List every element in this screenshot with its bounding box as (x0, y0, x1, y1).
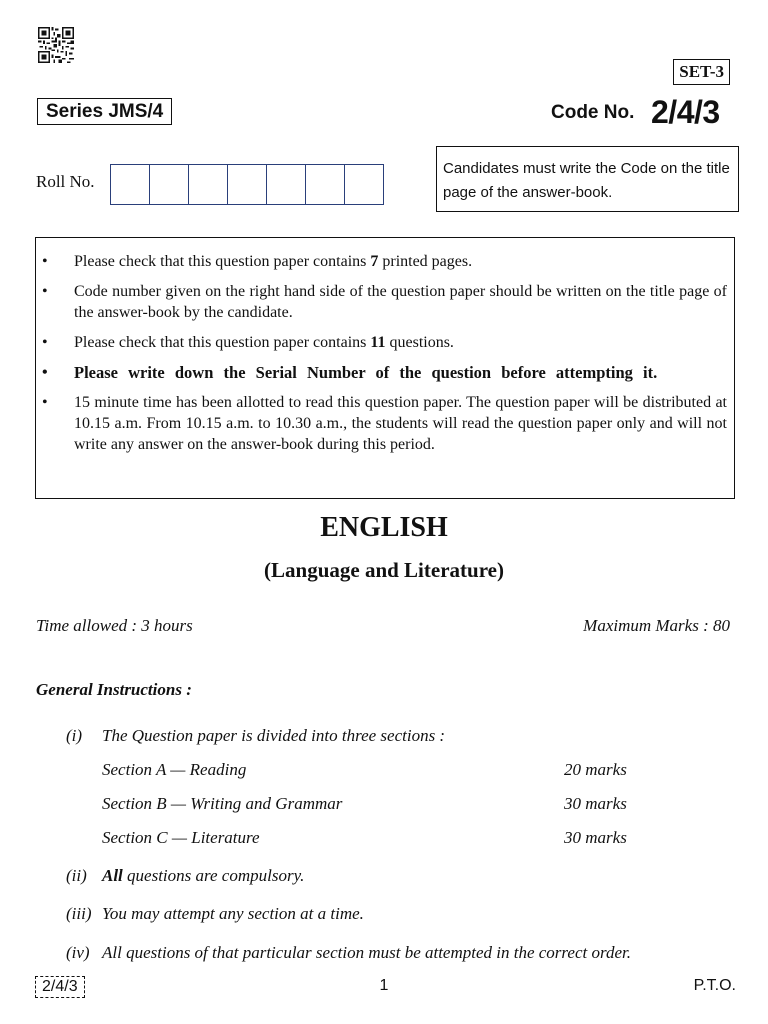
instruction-item (42, 251, 727, 272)
instruction-text: Code number given on the right hand side of the question paper should be written on the title page of the answer-book by the candidate. (74, 283, 727, 321)
roll-number-box (267, 165, 306, 204)
code-value: 2/4/3 (651, 94, 720, 130)
roll-number-label: Roll No. (36, 172, 95, 191)
instruction-text: Please check that this question paper contains (74, 253, 371, 270)
instruction-item (42, 332, 727, 353)
exam-subtitle: (Language and Literature) (264, 558, 504, 582)
instruction-bold: All (102, 866, 123, 885)
code-label: Code No. (551, 102, 635, 123)
bullet-icon: • (42, 394, 48, 411)
instruction-text: The Question paper is divided into three sections : (102, 726, 446, 745)
roll-number-box (111, 165, 150, 204)
instruction-text: printed pages. (378, 253, 473, 270)
general-instructions-heading: General Instructions : (36, 680, 192, 699)
instruction-text: You may attempt any section at a time. (102, 904, 364, 923)
instruction-text: All questions of that particular section must be attempted in the correct order. (102, 943, 631, 962)
pto-label: P.T.O. (693, 977, 736, 994)
instruction-text: Please check that this question paper contains (74, 334, 371, 351)
instructions-box (35, 237, 735, 499)
roll-number-box (345, 165, 383, 204)
set-label: SET-3 (673, 59, 730, 85)
instruction-number: (i) (66, 726, 83, 745)
roll-number-box (228, 165, 267, 204)
candidate-notice: Candidates must write the Code on the title page of the answer-book. (436, 146, 739, 212)
instruction-item (42, 281, 727, 323)
roll-number-box (189, 165, 228, 204)
roll-number-boxes (110, 164, 384, 205)
instruction-text: questions are compulsory. (122, 866, 305, 885)
section-name: Section A — Reading (102, 760, 247, 779)
section-name: Section B — Writing and Grammar (102, 794, 343, 813)
series-label: Series JMS/4 (37, 98, 172, 125)
section-name: Section C — Literature (102, 828, 260, 847)
bullet-icon: • (42, 253, 48, 270)
instruction-item (42, 362, 727, 383)
section-marks: 20 marks (564, 760, 627, 779)
instruction-number: (iii) (66, 904, 92, 923)
instruction-bold: Please write down the Serial Number of the question before attempting it. (74, 363, 658, 382)
maximum-marks: Maximum Marks : 80 (583, 616, 730, 635)
section-marks: 30 marks (564, 794, 627, 813)
bullet-icon: • (42, 364, 48, 381)
instruction-text: 15 minute time has been allotted to read this question paper. The question paper will be distributed at 10.15 a.m. From 10.15 a.m. to 10.30 a.m., the students will read the question paper only and will not write any answer on the answer-book during this period. (74, 394, 727, 453)
bullet-icon: • (42, 334, 48, 351)
section-marks: 30 marks (564, 828, 627, 847)
bullet-icon: • (42, 283, 48, 300)
instruction-bold: 7 (370, 253, 379, 270)
instruction-bold: 11 (370, 334, 386, 351)
time-allowed: Time allowed : 3 hours (36, 616, 193, 635)
instruction-number: (iv) (66, 943, 90, 962)
roll-number-box (150, 165, 189, 204)
exam-title: ENGLISH (320, 512, 448, 543)
qr-code-icon (38, 27, 74, 63)
instruction-text: questions. (385, 334, 454, 351)
roll-number-box (306, 165, 345, 204)
instruction-text (102, 865, 304, 887)
page-number: 1 (379, 977, 389, 994)
instruction-item (42, 392, 727, 455)
footer-code: 2/4/3 (35, 976, 85, 998)
instruction-number: (ii) (66, 866, 87, 885)
